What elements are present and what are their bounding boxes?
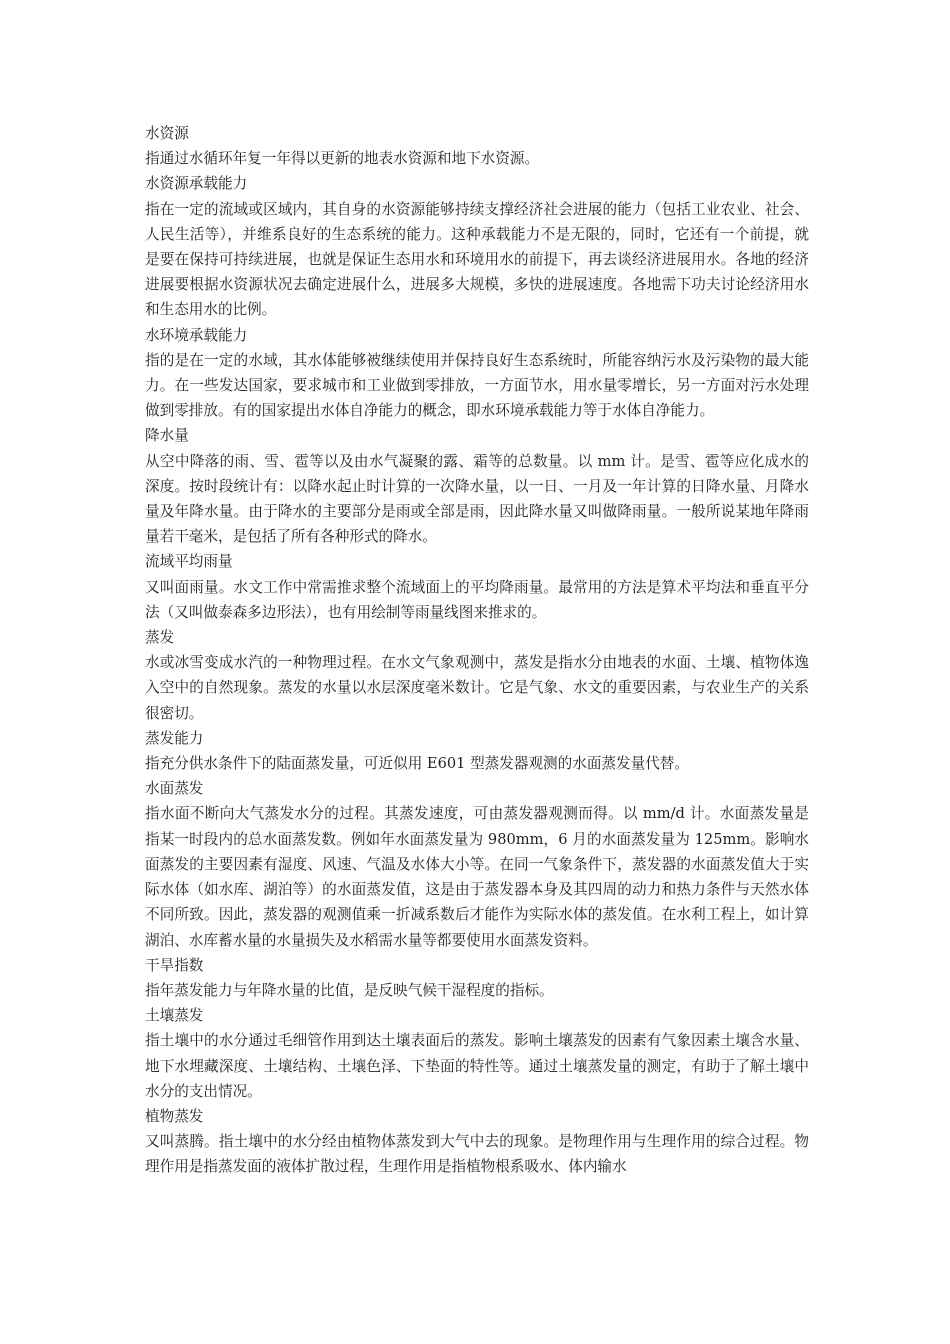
entry-soil-evaporation <box>145 1003 809 1104</box>
entry-title: 水面蒸发 <box>145 780 204 798</box>
entry-title: 水环境承载能力 <box>145 326 248 344</box>
entry-title: 蒸发能力 <box>145 729 204 747</box>
entry-title: 降水量 <box>145 427 189 445</box>
entry-body: 指通过水循环年复一年得以更新的地表水资源和地下水资源。 <box>145 150 540 168</box>
entry-title: 水资源承载能力 <box>145 175 248 193</box>
document-page <box>145 121 809 1180</box>
entry-body: 指充分供水条件下的陆面蒸发量，可近似用 E601 型蒸发器观测的水面蒸发量代替。 <box>145 755 689 773</box>
entry-title: 植物蒸发 <box>145 1107 204 1125</box>
entry-body: 从空中降落的雨、雪、雹等以及由水气凝聚的露、霜等的总数量。以 mm 计。是雪、雹等应化成水的深度。按时段统计有：以降水起止时计算的一次降水量，以一日、一月及一年计算的日降水量、月降水量及年降水量。由于降水的主要部分是雨或全部是雨，因此降水量又叫做降雨量。一般所说某地年降雨量若干毫米，是包括了所有各种形式的降水。 <box>145 452 809 546</box>
entry-evaporation-capacity <box>145 726 809 776</box>
entry-title: 土壤蒸发 <box>145 1007 204 1025</box>
entry-aridity-index <box>145 953 809 1003</box>
entry-water-resource-carrying-capacity <box>145 171 809 322</box>
entry-evaporation <box>145 625 809 726</box>
entry-body: 又叫蒸腾。指土壤中的水分经由植物体蒸发到大气中去的现象。是物理作用与生理作用的综合过程。物理作用是指蒸发面的液体扩散过程，生理作用是指植物根系吸水、体内输水 <box>145 1133 809 1176</box>
entry-body: 又叫面雨量。水文工作中常需推求整个流域面上的平均降雨量。最常用的方法是算术平均法和垂直平分法（又叫做泰森多边形法），也有用绘制等雨量线图来推求的。 <box>145 578 809 621</box>
entry-title: 蒸发 <box>145 629 175 647</box>
entry-title: 流域平均雨量 <box>145 553 233 571</box>
entry-title: 水资源 <box>145 125 189 142</box>
entry-title: 干旱指数 <box>145 956 204 974</box>
entry-body: 水或冰雪变成水汽的一种物理过程。在水文气象观测中，蒸发是指水分由地表的水面、土壤、植物体逸入空中的自然现象。蒸发的水量以水层深度毫米数计。它是气象、水文的重要因素，与农业生产的关系很密切。 <box>145 654 809 722</box>
entry-body: 指的是在一定的水域，其水体能够被继续使用并保持良好生态系统时，所能容纳污水及污染物的最大能力。在一些发达国家，要求城市和工业做到零排放，一方面节水，用水量零增长，另一方面对污水处理做到零排放。有的国家提出水体自净能力的概念，即水环境承载能力等于水体自净能力。 <box>145 351 809 420</box>
entry-body: 指土壤中的水分通过毛细管作用到达土壤表面后的蒸发。影响土壤蒸发的因素有气象因素土壤含水量、地下水埋藏深度、土壤结构、土壤色泽、下垫面的特性等。通过土壤蒸发量的测定，有助于了解土壤中水分的支出情况。 <box>145 1032 809 1100</box>
entry-plant-transpiration <box>145 1104 809 1180</box>
entry-water-environment-carrying-capacity <box>145 323 809 424</box>
entry-precipitation <box>145 423 809 549</box>
entry-body: 指水面不断向大气蒸发水分的过程。其蒸发速度，可由蒸发器观测而得。以 mm/d 计。水面蒸发量是指某一时段内的总水面蒸发数。例如年水面蒸发量为 980mm，6 月的水面蒸发量为 125mm。影响水面蒸发的主要因素有湿度、风速、气温及水体大小等。在同一气象条件下，蒸发器的水面蒸发值大于实际水体（如水库、湖泊等）的水面蒸发值，这是由于蒸发器本身及其四周的动力和热力条件与天然水体不同所致。因此，蒸发器的观测值乘一折减系数后才能作为实际水体的蒸发值。在水利工程上，如计算湖泊、水库蓄水量的水量损失及水稻需水量等都要使用水面蒸发资料。 <box>145 805 809 949</box>
entry-water-surface-evaporation <box>145 776 809 952</box>
entry-body: 指年蒸发能力与年降水量的比值，是反映气候干湿程度的指标。 <box>145 981 554 999</box>
entry-basin-average-rainfall <box>145 549 809 625</box>
entry-body: 指在一定的流域或区域内，其自身的水资源能够持续支撑经济社会进展的能力（包括工业农业、社会、人民生活等），并维系良好的生态系统的能力。这种承载能力不是无限的，同时，它还有一个前提，就是要在保持可持续进展，也就是保证生态用水和环境用水的前提下，再去谈经济进展用水。各地的经济进展要根据水资源状况去确定进展什么，进展多大规模，多快的进展速度。各地需下功夫讨论经济用水和生态用水的比例。 <box>145 200 809 319</box>
entry-water-resources <box>145 121 809 171</box>
